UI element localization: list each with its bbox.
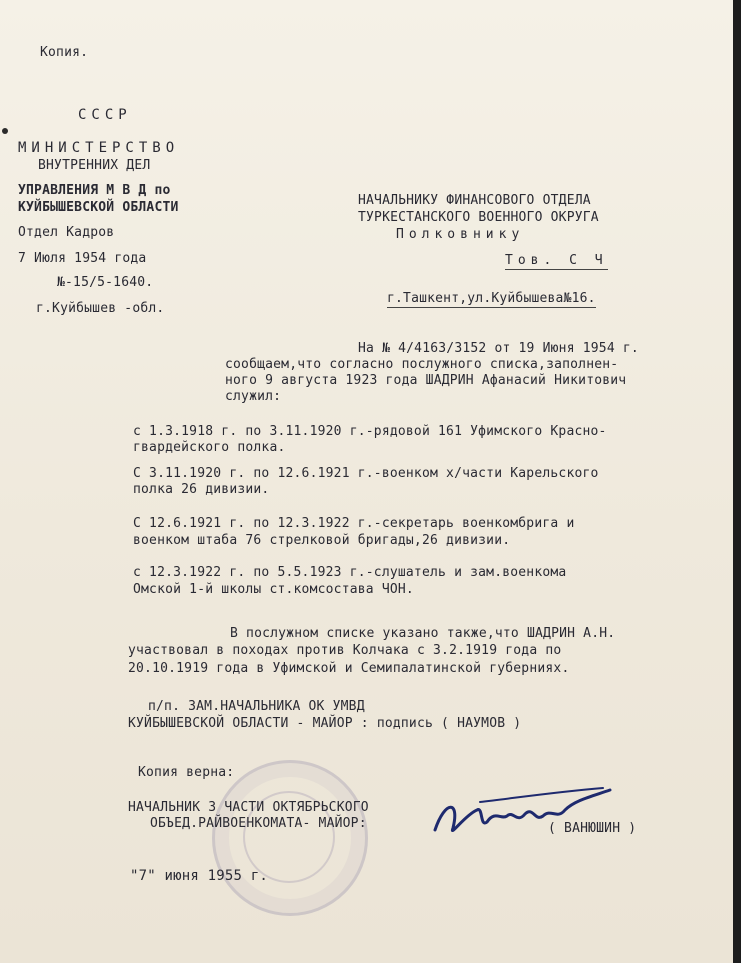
certification-date: "7" июня 1955 г.	[130, 868, 269, 884]
addressee-line-1: НАЧАЛЬНИКУ ФИНАНСОВОГО ОТДЕЛА	[358, 193, 591, 208]
service-2a: С 3.11.1920 г. по 12.6.1921 г.-военком х/части Карельского	[133, 466, 599, 481]
header-date: 7 Июля 1954 года	[18, 251, 147, 266]
signatory-title: п/п. ЗАМ.НАЧАЛЬНИКА ОК УМВД	[148, 699, 365, 714]
certification-name: ( ВАНЮШИН )	[548, 821, 637, 836]
body-intro-3: ного 9 августа 1923 года ШАДРИН Афанасий Никитович	[225, 373, 627, 388]
certification-line-2: ОБЪЕД.РАЙВОЕНКОМАТА- МАЙОР:	[150, 816, 367, 831]
service-1a: с 1.3.1918 г. по 3.11.1920 г.-рядовой 161 Уфимского Красно-	[133, 424, 607, 439]
note-line-3: 20.10.1919 года в Уфимской и Семипалатинской губерниях.	[128, 661, 570, 676]
note-line-1: В послужном списке указано также,что ШАДРИН А.Н.	[230, 626, 616, 641]
note-line-2: участвовал в походах против Колчака с 3.2.1919 года по	[128, 643, 562, 658]
certification-copy-true: Копия верна:	[138, 765, 235, 780]
copy-label: Копия.	[40, 45, 89, 60]
body-intro-1: На № 4/4163/3152 от 19 Июня 1954 г.	[358, 341, 639, 356]
addressee-line-3: Полковнику	[396, 227, 525, 242]
header-number: №-15/5-1640.	[57, 275, 154, 290]
header-section: Отдел Кадров	[18, 225, 115, 240]
certification-line-1: НАЧАЛЬНИК 3 ЧАСТИ ОКТЯБРЬСКОГО	[128, 800, 369, 815]
service-2b: полка 26 дивизии.	[133, 482, 270, 497]
body-intro-4: служил:	[225, 389, 282, 404]
service-4a: с 12.3.1922 г. по 5.5.1923 г.-слушатель и зам.военкома	[133, 565, 567, 580]
header-country: СССР	[78, 107, 132, 123]
scan-edge	[733, 0, 741, 963]
ink-dot	[2, 128, 8, 134]
official-stamp	[212, 760, 368, 916]
handwritten-signature	[425, 780, 615, 850]
service-3b: военком штаба 76 стрелковой бригады,26 дивизии.	[133, 533, 511, 548]
service-4b: Омской 1-й школы ст.комсостава ЧОН.	[133, 582, 414, 597]
service-1b: гвардейского полка.	[133, 440, 286, 455]
body-intro-2: сообщаем,что согласно послужного списка,заполнен-	[225, 357, 619, 372]
service-3a: С 12.6.1921 г. по 12.3.1922 г.-секретарь военкомбрига и	[133, 516, 575, 531]
signatory-line: КУЙБЫШЕВСКОЙ ОБЛАСТИ - МАЙОР : подпись ( НАУМОВ )	[128, 716, 522, 731]
header-ministry-2: ВНУТРЕННИХ ДЕЛ	[38, 158, 151, 173]
addressee-line-5: г.Ташкент,ул.Куйбышева№16.	[387, 291, 596, 306]
addressee-line-2: ТУРКЕСТАНСКОГО ВОЕННОГО ОКРУГА	[358, 210, 599, 225]
addressee-line-4: Тов. С Ч	[505, 253, 608, 268]
header-city: г.Куйбышев -обл.	[36, 301, 165, 316]
header-dept-2: КУЙБЫШЕВСКОЙ ОБЛАСТИ	[18, 200, 179, 215]
header-ministry-1: МИНИСТЕРСТВО	[18, 140, 180, 156]
header-dept-1: УПРАВЛЕНИЯ М В Д по	[18, 183, 171, 198]
